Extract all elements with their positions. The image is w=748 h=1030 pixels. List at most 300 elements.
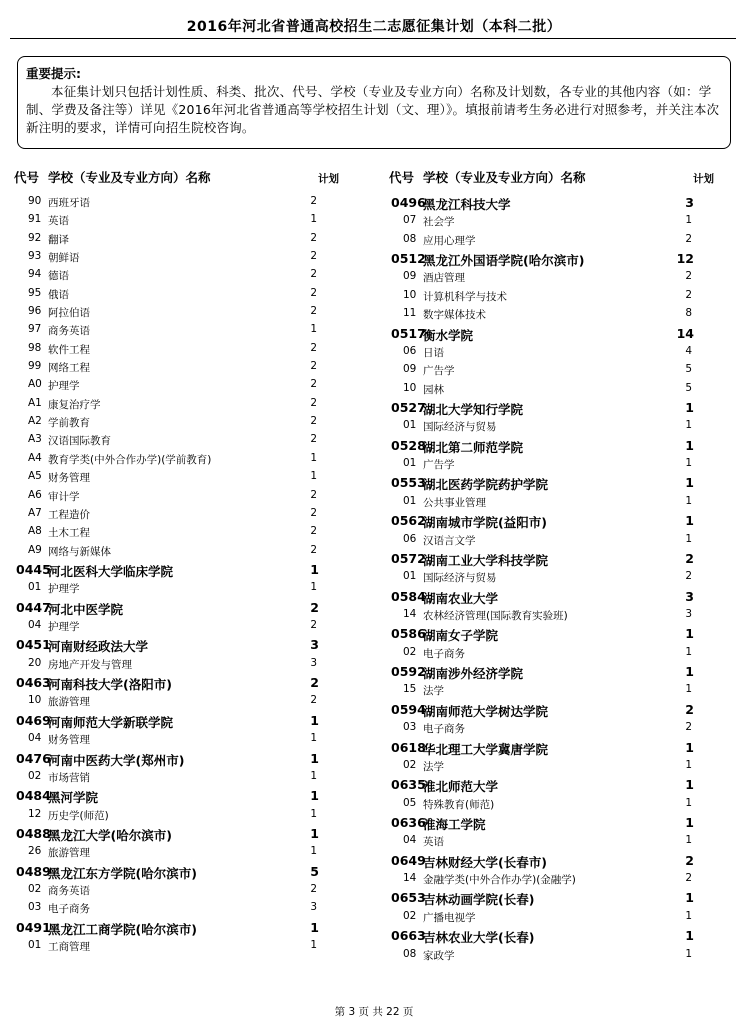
code-cell: 03 (403, 721, 417, 734)
name-cell: 社会学 (423, 216, 455, 229)
major-row (389, 418, 734, 436)
name-cell: 电子商务 (48, 903, 90, 916)
right-column (389, 168, 734, 965)
name-cell: 湖南农业大学 (423, 590, 499, 606)
code-cell: 97 (28, 323, 42, 336)
plan-cell: 3 (310, 656, 317, 669)
plan-cell: 1 (685, 928, 694, 944)
name-cell: 英语 (423, 836, 444, 849)
code-cell: 01 (403, 457, 417, 470)
plan-cell: 1 (685, 626, 694, 642)
school-row (389, 927, 734, 946)
school-row (14, 674, 359, 693)
code-cell: A2 (28, 415, 42, 428)
major-row (389, 909, 734, 927)
plan-cell: 2 (310, 231, 317, 244)
major-row (14, 267, 359, 285)
school-row (389, 588, 734, 607)
code-cell: 01 (403, 419, 417, 432)
name-cell: 湖南城市学院(益阳市) (423, 515, 547, 531)
plan-cell: 1 (310, 845, 317, 858)
code-cell: A0 (28, 378, 42, 391)
plan-cell: 1 (310, 732, 317, 745)
code-cell: 0528 (391, 437, 426, 453)
major-row (14, 396, 359, 414)
plan-cell: 2 (310, 378, 317, 391)
name-cell: 旅游管理 (48, 847, 90, 860)
name-cell: 园林 (423, 383, 444, 396)
code-cell: 10 (403, 288, 417, 301)
code-cell: 06 (403, 344, 417, 357)
code-cell: 93 (28, 250, 42, 263)
name-cell: 金融学类(中外合作办学)(金融学) (423, 874, 576, 887)
major-row (14, 938, 359, 956)
code-cell: 0527 (391, 399, 426, 415)
name-cell: 翻译 (48, 233, 69, 246)
school-row (389, 739, 734, 758)
major-row (14, 359, 359, 377)
plan-cell: 14 (676, 325, 694, 341)
plan-cell: 1 (310, 581, 317, 594)
code-cell: 0653 (391, 890, 426, 906)
major-row (14, 580, 359, 598)
name-cell: 广播电视学 (423, 911, 476, 924)
name-cell: 湖北大学知行学院 (423, 401, 524, 417)
code-cell: 0663 (391, 928, 426, 944)
major-row (389, 269, 734, 287)
code-cell: 03 (28, 901, 42, 914)
major-row (389, 232, 734, 250)
major-row (389, 607, 734, 625)
name-cell: 护理学 (48, 621, 80, 633)
major-row (389, 645, 734, 663)
major-row (14, 212, 359, 230)
major-row (14, 731, 359, 749)
code-cell: 91 (28, 213, 42, 226)
major-row (389, 569, 734, 587)
code-cell: A7 (28, 506, 42, 519)
left-list (14, 194, 359, 957)
code-cell: 01 (403, 494, 417, 507)
code-cell: 02 (403, 909, 417, 922)
code-cell: 01 (403, 570, 417, 583)
plan-cell: 2 (685, 270, 692, 283)
name-cell: 工商管理 (48, 941, 90, 954)
code-cell: 04 (403, 834, 417, 847)
name-cell: 湖南师范大学树达学院 (423, 703, 549, 719)
code-cell: 10 (28, 694, 42, 707)
major-row (14, 194, 359, 212)
plan-cell: 1 (685, 494, 692, 507)
major-row (389, 682, 734, 700)
name-cell: 国际经济与贸易 (423, 572, 497, 585)
code-cell: A9 (28, 543, 42, 556)
plan-cell: 1 (685, 214, 692, 227)
left-column-header (14, 168, 359, 188)
code-cell: 09 (403, 363, 417, 376)
school-row (389, 399, 734, 418)
major-row (14, 693, 359, 711)
school-row (389, 194, 734, 213)
plan-cell: 1 (310, 323, 317, 336)
plan-cell: 1 (685, 664, 694, 680)
name-cell: 工程造价 (48, 508, 90, 521)
major-row (14, 469, 359, 487)
name-cell: 广告学 (423, 365, 455, 378)
school-row (389, 625, 734, 644)
code-cell: 09 (403, 270, 417, 283)
name-cell: 财务管理 (48, 734, 90, 747)
notice-body: 本征集计划只包括计划性质、科类、批次、代号、学校（专业及专业方向）名称及计划数，各专业的其他内容（如：学制、学费及备注等）详见《2016年河北省普通高等学校招生计划（文、理）》。填报前请考生务必进行对照参考，并关注本次新注明的要求，详情可向招生院校咨询。 (26, 84, 720, 135)
name-cell: 学前教育 (48, 417, 90, 430)
plan-cell: 2 (310, 619, 317, 631)
code-cell: 0553 (391, 475, 426, 491)
plan-cell: 2 (310, 883, 317, 896)
major-row (14, 231, 359, 249)
code-cell: 15 (403, 683, 417, 696)
name-cell: 公共事业管理 (423, 496, 486, 509)
name-cell: 法学 (423, 760, 444, 773)
right-column-header (389, 168, 734, 188)
code-cell: 0476 (16, 750, 51, 766)
major-row (389, 494, 734, 512)
code-cell: 02 (28, 769, 42, 782)
plan-cell: 1 (685, 457, 692, 470)
title-divider (10, 38, 736, 39)
major-row (389, 213, 734, 231)
plan-cell: 2 (685, 872, 692, 885)
plan-cell: 12 (676, 251, 694, 267)
name-cell: 商务英语 (48, 885, 90, 898)
school-row (14, 750, 359, 769)
name-cell: 国际经济与贸易 (423, 421, 497, 434)
name-cell: 农林经济管理(国际教育实验班) (423, 609, 568, 622)
name-cell: 黑河学院 (48, 790, 99, 806)
code-cell: 0562 (391, 513, 426, 529)
header-plan: 计划 (693, 173, 714, 185)
code-cell: 26 (28, 845, 42, 858)
major-row (14, 286, 359, 304)
code-cell: 0488 (16, 826, 51, 842)
name-cell: 法学 (423, 685, 444, 698)
major-row (14, 900, 359, 918)
header-school: 学校（专业及专业方向）名称 (423, 170, 586, 185)
code-cell: 10 (403, 381, 417, 394)
plan-cell: 1 (685, 683, 692, 696)
name-cell: 淮北师范大学 (423, 779, 499, 795)
name-cell: 计算机科学与技术 (423, 290, 507, 303)
code-cell: 07 (403, 214, 417, 227)
name-cell: 衡水学院 (423, 327, 474, 343)
major-row (389, 947, 734, 965)
code-cell: A5 (28, 470, 42, 483)
code-cell: 98 (28, 341, 42, 354)
name-cell: 市场营销 (48, 771, 90, 784)
major-row (14, 543, 359, 561)
name-cell: 汉语国际教育 (48, 435, 111, 448)
plan-cell: 2 (310, 488, 317, 501)
school-row (14, 919, 359, 938)
plan-cell: 2 (310, 543, 317, 556)
school-row (389, 512, 734, 531)
major-row (14, 249, 359, 267)
name-cell: 护理学 (48, 583, 80, 596)
code-cell: 08 (403, 232, 417, 245)
code-cell: 20 (28, 656, 42, 669)
code-cell: 0451 (16, 637, 51, 653)
name-cell: 西班牙语 (48, 197, 90, 209)
name-cell: 湖北第二师范学院 (423, 439, 524, 455)
plan-cell: 2 (310, 195, 317, 207)
code-cell: 08 (403, 947, 417, 960)
code-cell: 0586 (391, 626, 426, 642)
school-row (389, 250, 734, 269)
major-row (389, 532, 734, 550)
code-cell: A8 (28, 525, 42, 538)
plan-cell: 1 (310, 470, 317, 483)
school-row (14, 787, 359, 806)
code-cell: 14 (403, 872, 417, 885)
major-row (389, 871, 734, 889)
plan-cell: 5 (685, 381, 692, 394)
name-cell: 康复治疗学 (48, 398, 101, 411)
plan-cell: 1 (310, 712, 319, 728)
code-cell: 0636 (391, 815, 426, 830)
plan-cell: 1 (685, 815, 694, 830)
major-row (14, 322, 359, 340)
school-row (14, 599, 359, 618)
name-cell: 河南财经政法大学 (48, 639, 149, 655)
plan-cell: 3 (685, 607, 692, 620)
school-row (14, 825, 359, 844)
plan-cell: 1 (310, 213, 317, 226)
code-cell: 0635 (391, 777, 426, 793)
name-cell: 吉林动画学院(长春) (423, 892, 535, 908)
code-cell: 0496 (391, 195, 426, 210)
plan-cell: 5 (310, 863, 319, 879)
name-cell: 历史学(师范) (48, 809, 109, 822)
name-cell: 朝鲜语 (48, 252, 80, 265)
code-cell: 0447 (16, 599, 51, 615)
name-cell: 审计学 (48, 490, 80, 503)
code-cell: 11 (403, 307, 417, 320)
plan-cell: 1 (685, 739, 694, 755)
plan-cell: 2 (310, 360, 317, 373)
name-cell: 阿拉伯语 (48, 307, 90, 320)
code-cell: 0445 (16, 561, 51, 577)
major-row (389, 306, 734, 324)
major-row (14, 488, 359, 506)
plan-cell: 2 (310, 250, 317, 263)
name-cell: 湖南工业大学科技学院 (423, 552, 549, 568)
name-cell: 护理学 (48, 380, 80, 393)
left-column (14, 168, 359, 957)
name-cell: 软件工程 (48, 343, 90, 356)
name-cell: 湖南涉外经济学院 (423, 666, 524, 682)
plan-cell: 4 (685, 344, 692, 357)
code-cell: 90 (28, 195, 42, 207)
plan-cell: 1 (685, 513, 694, 529)
code-cell: 04 (28, 619, 42, 631)
school-row (14, 863, 359, 882)
plan-cell: 2 (310, 599, 319, 615)
plan-cell: 2 (685, 232, 692, 245)
school-row (14, 561, 359, 580)
code-cell: 0618 (391, 739, 426, 755)
name-cell: 黑龙江大学(哈尔滨市) (48, 828, 172, 844)
code-cell: 01 (28, 581, 42, 594)
plan-cell: 2 (310, 433, 317, 446)
code-cell: 0484 (16, 788, 51, 804)
major-row (389, 720, 734, 738)
school-row (389, 325, 734, 344)
name-cell: 酒店管理 (423, 272, 465, 285)
plan-cell: 2 (310, 675, 319, 691)
plan-cell: 2 (310, 305, 317, 318)
plan-cell: 2 (685, 550, 694, 566)
name-cell: 家政学 (423, 949, 455, 962)
plan-cell: 3 (685, 588, 694, 604)
plan-cell: 1 (310, 769, 317, 782)
code-cell: 0491 (16, 919, 51, 935)
plan-cell: 1 (685, 532, 692, 545)
plan-cell: 1 (310, 939, 317, 952)
major-row (389, 758, 734, 776)
plan-cell: 1 (685, 758, 692, 771)
name-cell: 湖南女子学院 (423, 628, 499, 644)
code-cell: A4 (28, 451, 42, 464)
school-row (389, 776, 734, 795)
plan-cell: 1 (685, 947, 692, 960)
major-row (14, 618, 359, 636)
plan-cell: 2 (685, 570, 692, 583)
plan-cell: 2 (685, 701, 694, 717)
header-plan: 计划 (318, 173, 339, 185)
major-row (389, 833, 734, 851)
name-cell: 德语 (48, 270, 69, 283)
plan-cell: 3 (685, 195, 694, 210)
major-row (389, 381, 734, 399)
plan-cell: 2 (310, 286, 317, 299)
code-cell: 0572 (391, 550, 426, 566)
code-cell: 0469 (16, 712, 51, 728)
notice-box (17, 56, 731, 149)
plan-cell: 2 (310, 341, 317, 354)
major-row (14, 656, 359, 674)
code-cell: 0649 (391, 852, 426, 868)
code-cell: 0592 (391, 664, 426, 680)
major-row (389, 796, 734, 814)
plan-cell: 3 (310, 901, 317, 914)
code-cell: 99 (28, 360, 42, 373)
code-cell: 0584 (391, 588, 426, 604)
school-row (389, 474, 734, 493)
name-cell: 淮海工学院 (423, 817, 486, 832)
name-cell: 俄语 (48, 288, 69, 301)
school-row (14, 636, 359, 655)
name-cell: 网络与新媒体 (48, 545, 111, 558)
plan-cell: 1 (685, 890, 694, 906)
name-cell: 河南师范大学新联学院 (48, 714, 174, 730)
code-cell: 0489 (16, 863, 51, 879)
name-cell: 电子商务 (423, 647, 465, 660)
code-cell: 05 (403, 796, 417, 809)
plan-cell: 2 (310, 525, 317, 538)
plan-cell: 1 (310, 451, 317, 464)
major-row (14, 769, 359, 787)
code-cell: 02 (403, 758, 417, 771)
school-row (389, 550, 734, 569)
name-cell: 日语 (423, 346, 444, 359)
page-footer: 第 3 页 共 22 页 (334, 1006, 414, 1018)
code-cell: 04 (28, 732, 42, 745)
major-row (389, 344, 734, 362)
name-cell: 黑龙江外国语学院(哈尔滨市) (423, 253, 585, 269)
name-cell: 应用心理学 (423, 234, 476, 247)
major-row (14, 524, 359, 542)
code-cell: 02 (403, 645, 417, 658)
name-cell: 华北理工大学冀唐学院 (423, 741, 549, 757)
code-cell: 0594 (391, 701, 426, 717)
plan-cell: 2 (310, 506, 317, 519)
plan-cell: 2 (685, 721, 692, 734)
code-cell: 12 (28, 807, 42, 820)
major-row (14, 304, 359, 322)
name-cell: 土木工程 (48, 527, 90, 540)
code-cell: 0517 (391, 325, 426, 341)
code-cell: 02 (28, 883, 42, 896)
school-row (389, 437, 734, 456)
name-cell: 吉林农业大学(长春) (423, 930, 535, 946)
major-row (14, 341, 359, 359)
major-row (14, 377, 359, 395)
plan-cell: 2 (310, 694, 317, 707)
major-row (14, 807, 359, 825)
name-cell: 财务管理 (48, 472, 90, 485)
plan-cell: 1 (310, 807, 317, 820)
plan-cell: 1 (685, 796, 692, 809)
header-school: 学校（专业及专业方向）名称 (48, 170, 211, 185)
code-cell: A1 (28, 396, 42, 409)
page-title: 2016年河北省普通高校招生二志愿征集计划（本科二批） (186, 19, 562, 35)
code-cell: 92 (28, 231, 42, 244)
plan-cell: 1 (685, 419, 692, 432)
code-cell: 0463 (16, 675, 51, 691)
plan-cell: 2 (310, 415, 317, 428)
plan-cell: 1 (685, 777, 694, 793)
plan-cell: 2 (310, 396, 317, 409)
plan-cell: 3 (310, 637, 319, 653)
plan-cell: 1 (685, 475, 694, 491)
plan-cell: 1 (310, 788, 319, 804)
plan-cell: 1 (685, 437, 694, 453)
code-cell: 14 (403, 607, 417, 620)
name-cell: 教育学类(中外合作办学)(学前教育) (48, 453, 212, 466)
name-cell: 河北医科大学临床学院 (48, 563, 174, 579)
name-cell: 商务英语 (48, 325, 90, 338)
plan-cell: 2 (685, 852, 694, 868)
name-cell: 电子商务 (423, 723, 465, 736)
code-cell: 0512 (391, 251, 426, 267)
major-row (14, 844, 359, 862)
school-row (14, 712, 359, 731)
name-cell: 河南科技大学(洛阳市) (48, 677, 172, 693)
header-code: 代号 (14, 170, 40, 185)
major-row (14, 506, 359, 524)
name-cell: 网络工程 (48, 362, 90, 375)
name-cell: 旅游管理 (48, 696, 90, 709)
name-cell: 数字媒体技术 (423, 309, 486, 322)
